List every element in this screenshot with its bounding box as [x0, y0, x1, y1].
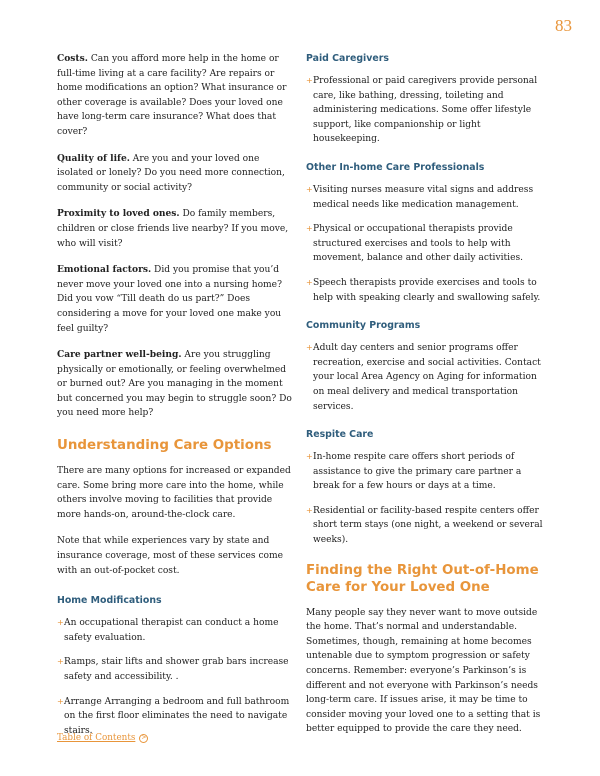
factor-quality-of-life: Quality of life. Are you and your loved one isolated or lonely? Do you need more connection, community or social activity? — [57, 152, 285, 193]
list-item: + Residential or facility-based respite centers offer short term stays (one night, a weekend or several weeks). — [306, 505, 543, 546]
list-item: + Arrange Arranging a bedroom and full bathroom on the first floor eliminates the need to navigate stairs. — [57, 696, 290, 736]
plus-icon: + — [306, 184, 313, 194]
factor-proximity: Proximity to loved ones. Do family members, children or close friends live nearby? If you move, who will visit? — [57, 208, 289, 249]
plus-icon: + — [306, 343, 313, 353]
home-modifications-heading: Home Modifications — [57, 595, 162, 607]
list-item: + An occupational therapist can conduct a home safety evaluation. — [57, 618, 279, 643]
factor-emotional: Emotional factors. Did you promise that you’d never move your loved one into a nursing home? Did you vow “Till death do us part?” Does considering a move for your loved one make you feel guilty? — [57, 264, 282, 334]
plus-icon: + — [57, 657, 64, 667]
list-item: + Professional or paid caregivers provide personal care, like bathing, dressing, toileting and administering medications. Some offer lifestyle support, like companionship or light housekeeping. — [306, 76, 538, 145]
respite-heading: Respite Care — [306, 429, 374, 441]
plus-icon: + — [306, 505, 313, 515]
home-modifications-list — [57, 616, 295, 738]
list-item: + Visiting nurses measure vital signs and address medical needs like medication management. — [306, 184, 534, 210]
paid-caregivers-heading: Paid Caregivers — [306, 53, 389, 64]
list-item: + Adult day centers and senior programs offer recreation, exercise and social activities. Contact your local Area Agency on Aging for information on meal delivery and medical transportation services. — [306, 343, 541, 412]
list-item: + Ramps, stair lifts and shower grab bars increase safety and accessibility. . — [57, 657, 289, 682]
list-item: + Speech therapists provide exercises and tools to help with speaking clearly and swallowing safely. — [306, 277, 541, 303]
paid-caregivers-list — [306, 74, 546, 147]
in-home-heading: Other In-home Care Professionals — [306, 161, 485, 173]
right-column — [306, 52, 546, 749]
page-number: 83 — [555, 16, 572, 35]
plus-icon: + — [57, 618, 64, 628]
list-item: + Physical or occupational therapists provide structured exercises and tools to help with movement, balance and other daily activities. — [306, 224, 524, 264]
left-column — [57, 52, 295, 748]
chevron-right-icon: > — [141, 734, 147, 741]
list-item: + In-home respite care offers short periods of assistance to give the primary care partner a break for a few hours or days at a time. — [306, 452, 522, 492]
plus-icon: + — [306, 452, 313, 462]
community-list — [306, 341, 546, 414]
table-of-contents-link[interactable] — [57, 733, 148, 743]
plus-icon: + — [306, 224, 313, 234]
out-of-home-heading: Finding the Right Out-of-Home Care for Your Loved One — [306, 562, 539, 595]
out-of-home-paragraph: Many people say they never want to move outside the home. That’s normal and understandable. Sometimes, though, remaining at home becomes untenable due to symptom progression or safety concerns. Remember: everyone’s Parkinson’s is different and not everyone with Parkinson’s needs long-term care. If issues arise, it may be time to consider moving your loved one to a setting that is better equipped to provide the care they need. — [306, 607, 541, 735]
understanding-heading: Understanding Care Options — [57, 438, 272, 454]
plus-icon: + — [57, 696, 64, 706]
respite-list — [306, 450, 546, 548]
understanding-paragraph: Note that while experiences vary by state and insurance coverage, most of these services come with an out-of-pocket cost. — [57, 536, 284, 576]
factor-care-partner: Care partner well-being. Are you struggling physically or emotionally, or feeling overwhelmed or burned out? Are you managing in the moment but concerned you may begin to struggle soon? Do you need more help? — [57, 349, 292, 419]
community-heading: Community Programs — [306, 320, 421, 332]
understanding-paragraph: There are many options for increased or expanded care. Some bring more care into the home, while others involve moving to facilities that provide more hands-on, around-the-clock care. — [57, 466, 291, 520]
in-home-list — [306, 183, 546, 305]
factor-costs: Costs. Can you afford more help in the home or full-time living at a care facility? Are repairs or home modifications an option? What insurance or other coverage is available? Does your loved one have long-term care insurance? What does that cover? — [57, 53, 287, 137]
table-of-contents-label: Table of Contents — [57, 733, 136, 743]
plus-icon: + — [306, 76, 313, 85]
plus-icon: + — [306, 277, 313, 287]
